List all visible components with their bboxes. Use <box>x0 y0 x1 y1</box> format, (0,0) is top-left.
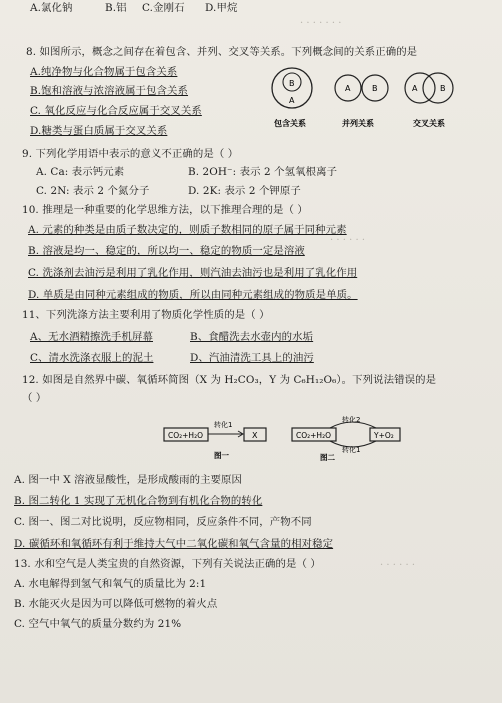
include-outer-label: A <box>289 96 295 105</box>
q12-answer-paren: （ ） <box>22 392 47 404</box>
include-inner-label: B <box>289 79 295 88</box>
include-caption: 包含关系 <box>274 119 306 128</box>
fig1-box-right-label: X <box>252 431 258 440</box>
q12-figure-2 <box>290 416 420 462</box>
q7-option-c: C.金刚石 <box>142 2 185 14</box>
q11-option-c: C、清水洗涤衣服上的泥土 <box>30 352 154 364</box>
q12-figure-1 <box>162 418 292 462</box>
q10-option-c: C. 洗涤剂去油污是利用了乳化作用，则汽油去油污也是利用了乳化作用 <box>28 267 358 279</box>
cross-caption: 交叉关系 <box>413 119 445 128</box>
q12-stem: 12. 如图是自然界中碳、氧循环简图（X 为 H₂CO₃，Y 为 C₆H₁₂O₆）。下列说法错误的是 <box>22 374 437 386</box>
q12-option-c: C. 图一、图二对比说明，反应物相同，反应条件不同，产物不同 <box>14 516 312 528</box>
q11-option-b: B、食醋洗去水壶内的水垢 <box>190 331 314 343</box>
q13-stem: 13. 水和空气是人类宝贵的自然资源，下列有关说法正确的是（ ） <box>14 558 321 570</box>
fig2-box-right-label: Y+O₂ <box>374 431 394 440</box>
q9-stem: 9. 下列化学用语中表示的意义不正确的是（ ） <box>22 148 239 160</box>
q8-option-d: D.糖类与蛋白质属于交叉关系 <box>30 125 168 137</box>
parallel-left-label: A <box>345 84 351 93</box>
q8-option-c: C. 氧化反应与化合反应属于交叉关系 <box>30 105 202 117</box>
q10-option-d: D. 单质是由同种元素组成的物质，所以由同种元素组成的物质是单质。 <box>28 289 358 301</box>
q9-option-c: C. 2N: 表示 2 个氮分子 <box>36 185 150 197</box>
q8-option-b: B.饱和溶液与浓溶液属于包含关系 <box>30 85 189 97</box>
q12-option-b: B. 图二转化 1 实现了无机化合物到有机化合物的转化 <box>14 495 263 507</box>
bleed-through-decoration: · · · · · · <box>380 560 415 571</box>
fig1-caption: 图一 <box>214 451 229 460</box>
q7-option-d: D.甲烷 <box>205 2 238 14</box>
cross-left-label: A <box>412 84 418 93</box>
fig2-label-top: 转化2 <box>342 416 361 424</box>
q9-option-a: A. Ca: 表示钙元素 <box>36 166 125 178</box>
fig1-box-left-label: CO₂+H₂O <box>168 431 203 440</box>
bleed-through-decoration: · · · · · · · <box>300 18 342 29</box>
parallel-right-label: B <box>372 84 378 93</box>
q10-option-a: A. 元素的种类是由质子数决定的，则质子数相同的原子属于同种元素 <box>28 224 347 236</box>
fig1-label-top: 转化1 <box>214 421 233 429</box>
parallel-caption: 并列关系 <box>342 119 374 128</box>
fig2-label-bottom: 转化1 <box>342 446 361 454</box>
cross-left-circle <box>405 73 435 103</box>
q8-relation-diagram <box>270 58 470 138</box>
q13-option-a: A. 水电解得到氢气和氧气的质量比为 2:1 <box>14 578 207 590</box>
fig2-caption: 图二 <box>320 453 335 462</box>
q10-option-b: B. 溶液是均一、稳定的，所以均一、稳定的物质一定是溶液 <box>28 245 305 257</box>
bleed-through-decoration: · · · · · · <box>330 235 365 246</box>
q9-option-b: B. 2OH⁻: 表示 2 个氢氧根离子 <box>188 166 338 178</box>
q13-option-b: B. 水能灭火是因为可以降低可燃物的着火点 <box>14 598 218 610</box>
q8-option-a: A.纯净物与化合物属于包含关系 <box>30 66 178 78</box>
q11-option-a: A、无水酒精擦洗手机屏幕 <box>30 331 153 343</box>
q12-option-a: A. 图一中 X 溶液显酸性，是形成酸雨的主要原因 <box>14 474 243 486</box>
q12-option-d: D. 碳循环和氧循环有利于维持大气中二氧化碳和氧气含量的相对稳定 <box>14 538 334 550</box>
q10-stem: 10. 推理是一种重要的化学思维方法，以下推理合理的是（ ） <box>22 204 308 216</box>
q11-stem: 11、下列洗涤方法主要利用了物质化学性质的是（ ） <box>22 309 270 321</box>
cross-right-circle <box>423 73 453 103</box>
q13-option-c: C. 空气中氧气的质量分数约为 21% <box>14 618 182 630</box>
q9-option-d: D. 2K: 表示 2 个钾原子 <box>188 185 301 197</box>
q7-option-a: A.氯化钠 <box>30 2 73 14</box>
cross-right-label: B <box>440 84 446 93</box>
q8-stem: 8. 如图所示，概念之间存在着包含、并列、交叉等关系。下列概念间的关系正确的是 <box>26 46 418 58</box>
q7-option-b: B.铝 <box>105 2 127 14</box>
q11-option-d: D、汽油清洗工具上的油污 <box>190 352 314 364</box>
fig2-box-left-label: CO₂+H₂O <box>296 431 331 440</box>
